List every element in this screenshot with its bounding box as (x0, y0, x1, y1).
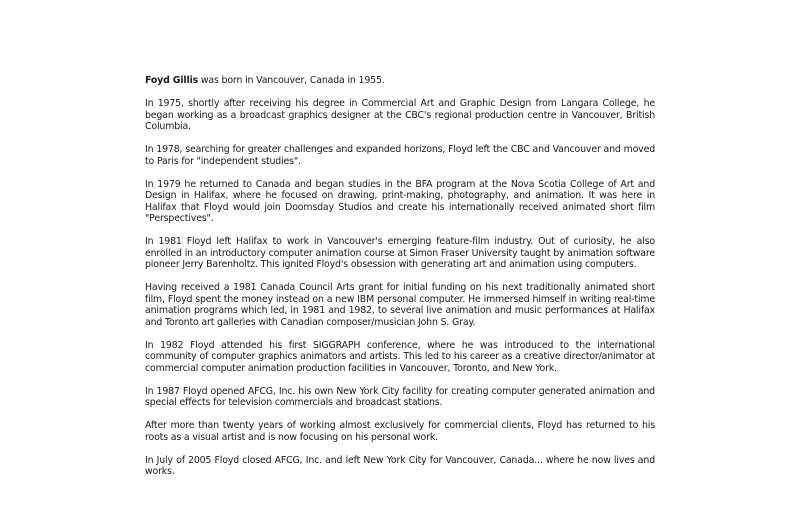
artist-name: Foyd Gillis (145, 75, 199, 86)
bio-paragraph-1979: In 1979 he returned to Canada and began studies in the BFA program at the Nova Scotia College of Art and Design in Halifax, where he focused on drawing, print-making, photography, and animation. It was here in Halifax that Floyd would join Doomsday Studios and create his internationally received animated short film "Perspectives". (145, 178, 655, 224)
intro-paragraph (145, 75, 655, 87)
bio-paragraph-2005: In July of 2005 Floyd closed AFCG, Inc. and left New York City for Vancouver, Canada... where he now lives and works. (145, 454, 655, 477)
bio-paragraph-return: After more than twenty years of working almost exclusively for commercial clients, Floyd has returned to his roots as a visual artist and is now focusing on his personal work. (145, 420, 655, 443)
bio-paragraph-1987: In 1987 Floyd opened AFCG, Inc. his own New York City facility for creating computer generated animation and special effects for television commercials and broadcast stations. (145, 385, 655, 408)
bio-paragraph-grant: Having received a 1981 Canada Council Arts grant for initial funding on his next traditionally animated short film, Floyd spent the money instead on a new IBM personal computer. He immersed himself in writing real-time animation programs which led, in 1981 and 1982, to several live animation and music performances at Halifax and Toronto art galleries with Canadian composer/musician John S. Gray. (145, 282, 655, 328)
biography-text (145, 75, 655, 489)
bio-paragraph-1975: In 1975, shortly after receiving his degree in Commercial Art and Graphic Design from Langara College, he began working as a broadcast graphics designer at the CBC's regional production centre in Vancouver, British Columbia. (145, 98, 655, 132)
intro-text: was born in Vancouver, Canada in 1955. (198, 75, 385, 86)
bio-paragraph-1982: In 1982 Floyd attended his first SIGGRAPH conference, where he was introduced to the international community of computer graphics animators and artists. This led to his career as a creative director/animator at commercial computer animation production facilities in Vancouver, Toronto, and New York. (145, 339, 655, 374)
bio-paragraph-1981: In 1981 Floyd left Halifax to work in Vancouver's emerging feature-film industry. Out of curiosity, he also enrolled in an introductory computer animation course at Simon Fraser University taught by animation software pioneer Jerry Barenholtz. This ignited Floyd's obsession with generating art and animation using computers. (145, 236, 655, 270)
bio-paragraph-1978: In 1978, searching for greater challenges and expanded horizons, Floyd left the CBC and Vancouver and moved to Paris for "independent studies". (145, 144, 655, 167)
